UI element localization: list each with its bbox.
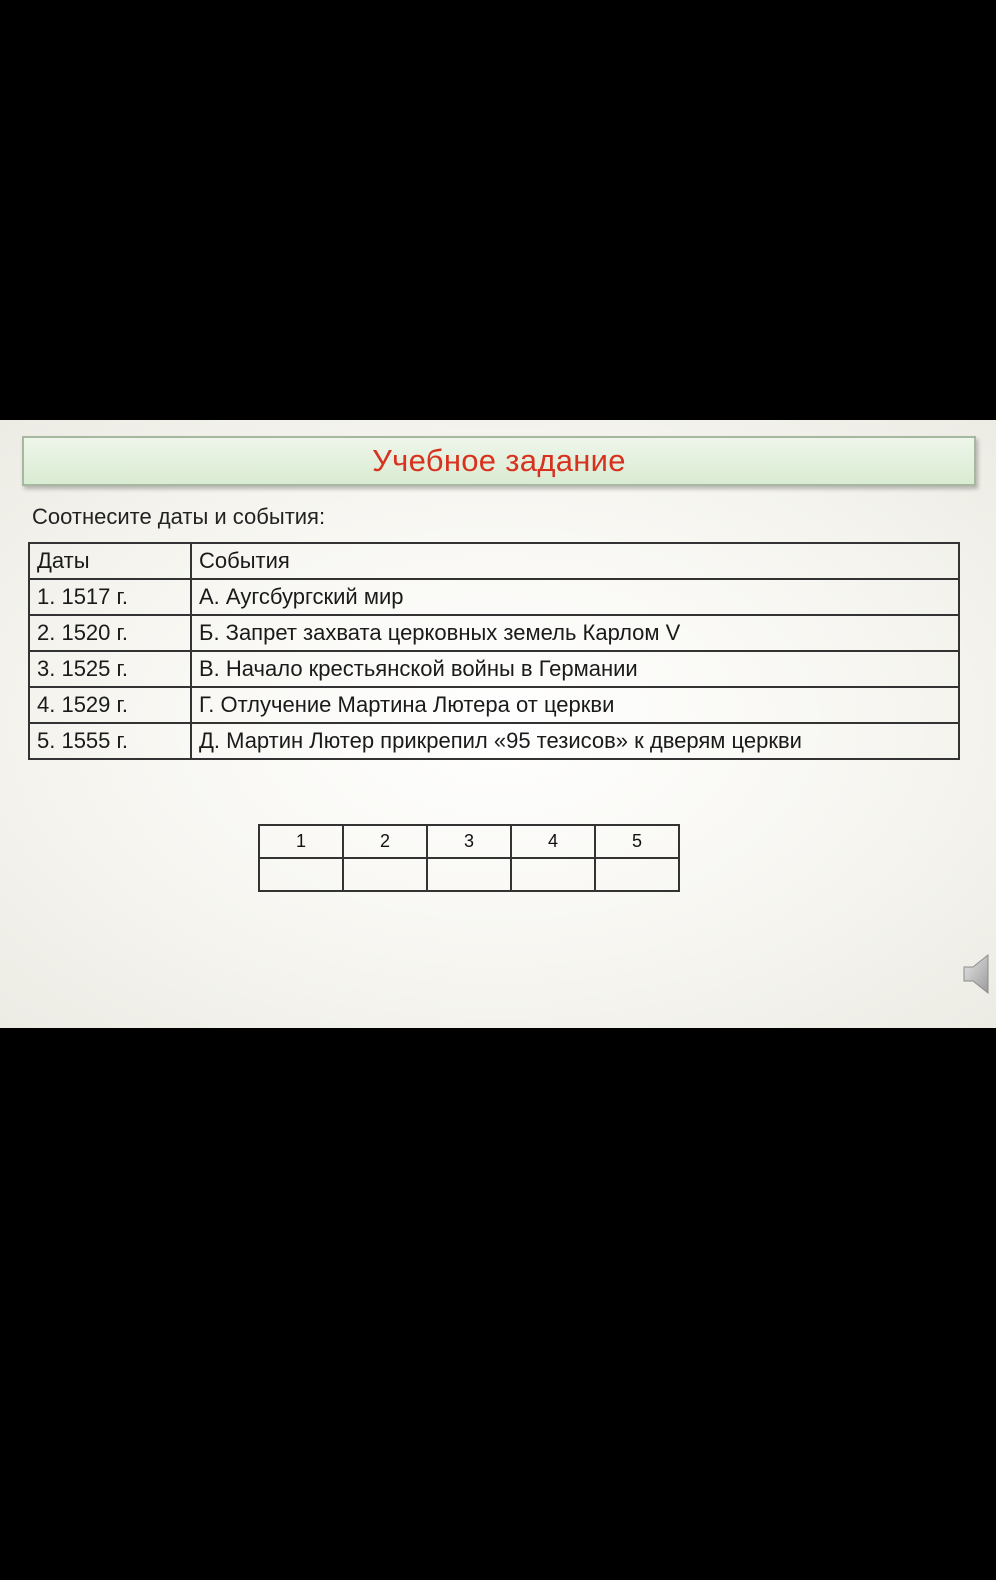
answer-number: 2	[343, 825, 427, 858]
event-cell: В. Начало крестьянской войны в Германии	[191, 651, 959, 687]
date-cell: 5. 1555 г.	[29, 723, 191, 759]
date-cell: 1. 1517 г.	[29, 579, 191, 615]
answer-cell[interactable]	[595, 858, 679, 891]
slide	[0, 420, 996, 1028]
slide-title: Учебное задание	[372, 443, 626, 478]
event-cell: Г. Отлучение Мартина Лютера от церкви	[191, 687, 959, 723]
answer-number: 1	[259, 825, 343, 858]
table-row	[29, 687, 959, 723]
answer-grid	[258, 824, 680, 892]
answer-number: 3	[427, 825, 511, 858]
answer-number: 4	[511, 825, 595, 858]
answer-cell[interactable]	[427, 858, 511, 891]
instruction-text: Соотнесите даты и события:	[32, 504, 326, 529]
answer-number: 5	[595, 825, 679, 858]
answer-number-row	[259, 825, 679, 858]
date-cell: 4. 1529 г.	[29, 687, 191, 723]
dates-events-table	[28, 542, 960, 760]
header-events: События	[191, 543, 959, 579]
date-cell: 2. 1520 г.	[29, 615, 191, 651]
answer-cell[interactable]	[343, 858, 427, 891]
table-row	[29, 651, 959, 687]
date-cell: 3. 1525 г.	[29, 651, 191, 687]
answer-input-row	[259, 858, 679, 891]
event-cell: Д. Мартин Лютер прикрепил «95 тезисов» к дверям церкви	[191, 723, 959, 759]
event-cell: А. Аугсбургский мир	[191, 579, 959, 615]
table-row	[29, 723, 959, 759]
table-row	[29, 579, 959, 615]
header-dates: Даты	[29, 543, 191, 579]
event-cell: Б. Запрет захвата церковных земель Карлом V	[191, 615, 959, 651]
answer-cell[interactable]	[511, 858, 595, 891]
table-row	[29, 615, 959, 651]
title-bar	[22, 436, 976, 486]
table-header-row	[29, 543, 959, 579]
speaker-icon[interactable]	[962, 952, 996, 996]
answer-cell[interactable]	[259, 858, 343, 891]
